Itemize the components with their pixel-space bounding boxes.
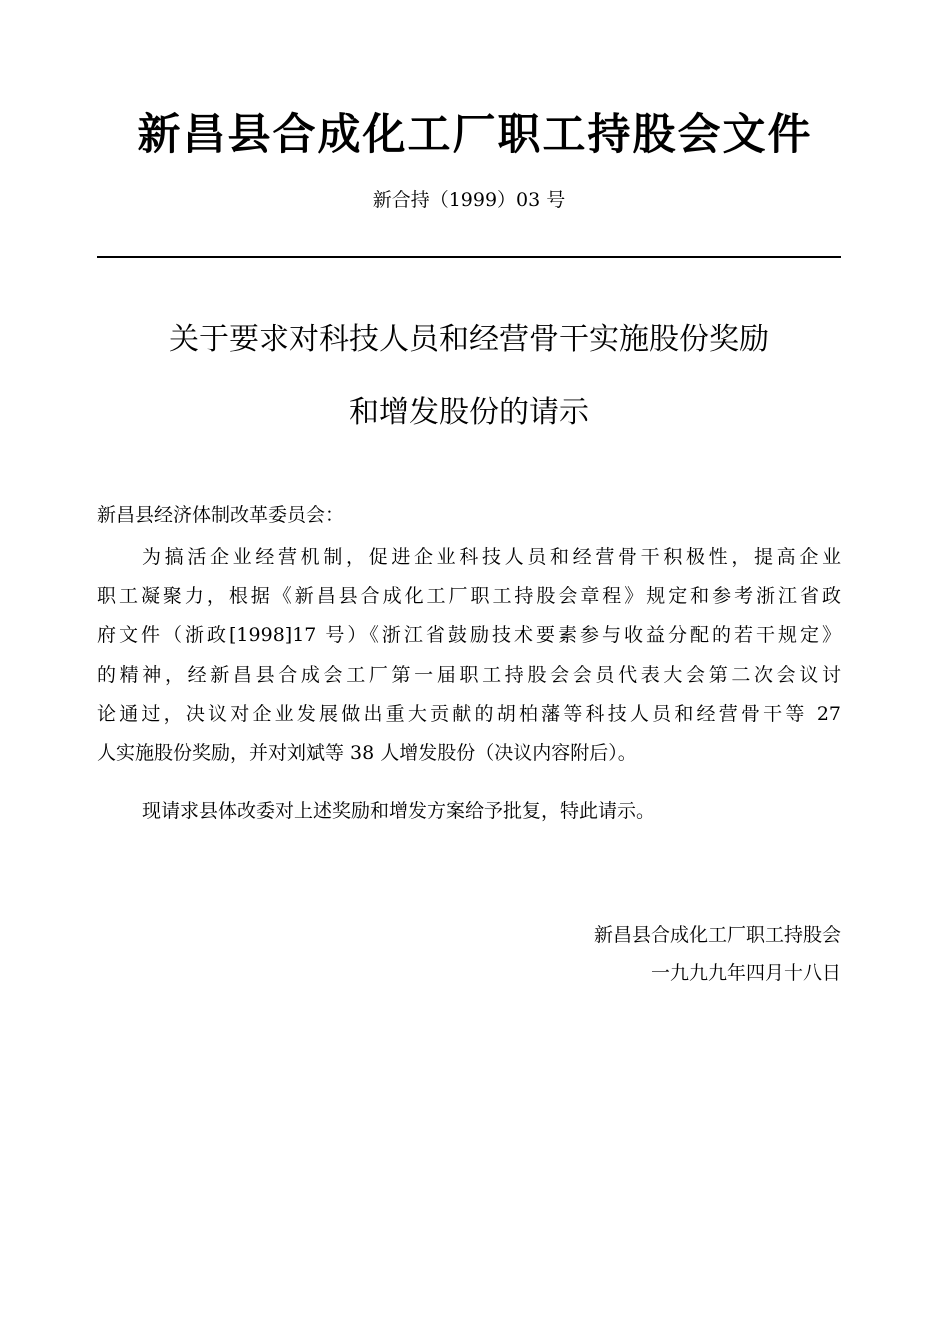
body-line: 府文件（浙政[1998]17 号）《浙江省鼓励技术要素参与收益分配的若干规定》 <box>97 624 841 647</box>
subject-title-line-2: 和增发股份的请示 <box>349 395 589 430</box>
body-line: 的精神，经新昌县合成会工厂第一届职工持股会会员代表大会第二次会议讨 <box>97 663 841 686</box>
body-paragraph <box>97 538 841 773</box>
document-header-title: 新昌县合成化工厂职工持股会文件 <box>137 110 813 160</box>
signature-organization: 新昌县合成化工厂职工持股会 <box>593 924 841 946</box>
header-divider <box>97 256 841 258</box>
body-line: 人实施股份奖励，并对刘斌等 38 人增发股份（决议内容附后）。 <box>97 741 637 764</box>
body-line: 职工凝聚力，根据《新昌县合成化工厂职工持股会章程》规定和参考浙江省政 <box>97 585 841 608</box>
subject-title-line-1: 关于要求对科技人员和经营骨干实施股份奖励 <box>169 322 769 357</box>
salutation: 新昌县经济体制改革委员会： <box>97 504 345 526</box>
request-paragraph: 现请求县体改委对上述奖励和增发方案给予批复，特此请示。 <box>142 800 656 822</box>
body-line: 为搞活企业经营机制，促进企业科技人员和经营骨干积极性，提高企业 <box>142 546 841 568</box>
signature-date: 一九九九年四月十八日 <box>650 962 841 984</box>
document-number: 新合持（1999）03 号 <box>372 189 566 211</box>
body-line: 论通过，决议对企业发展做出重大贡献的胡柏藩等科技人员和经营骨干等 27 <box>97 702 841 725</box>
